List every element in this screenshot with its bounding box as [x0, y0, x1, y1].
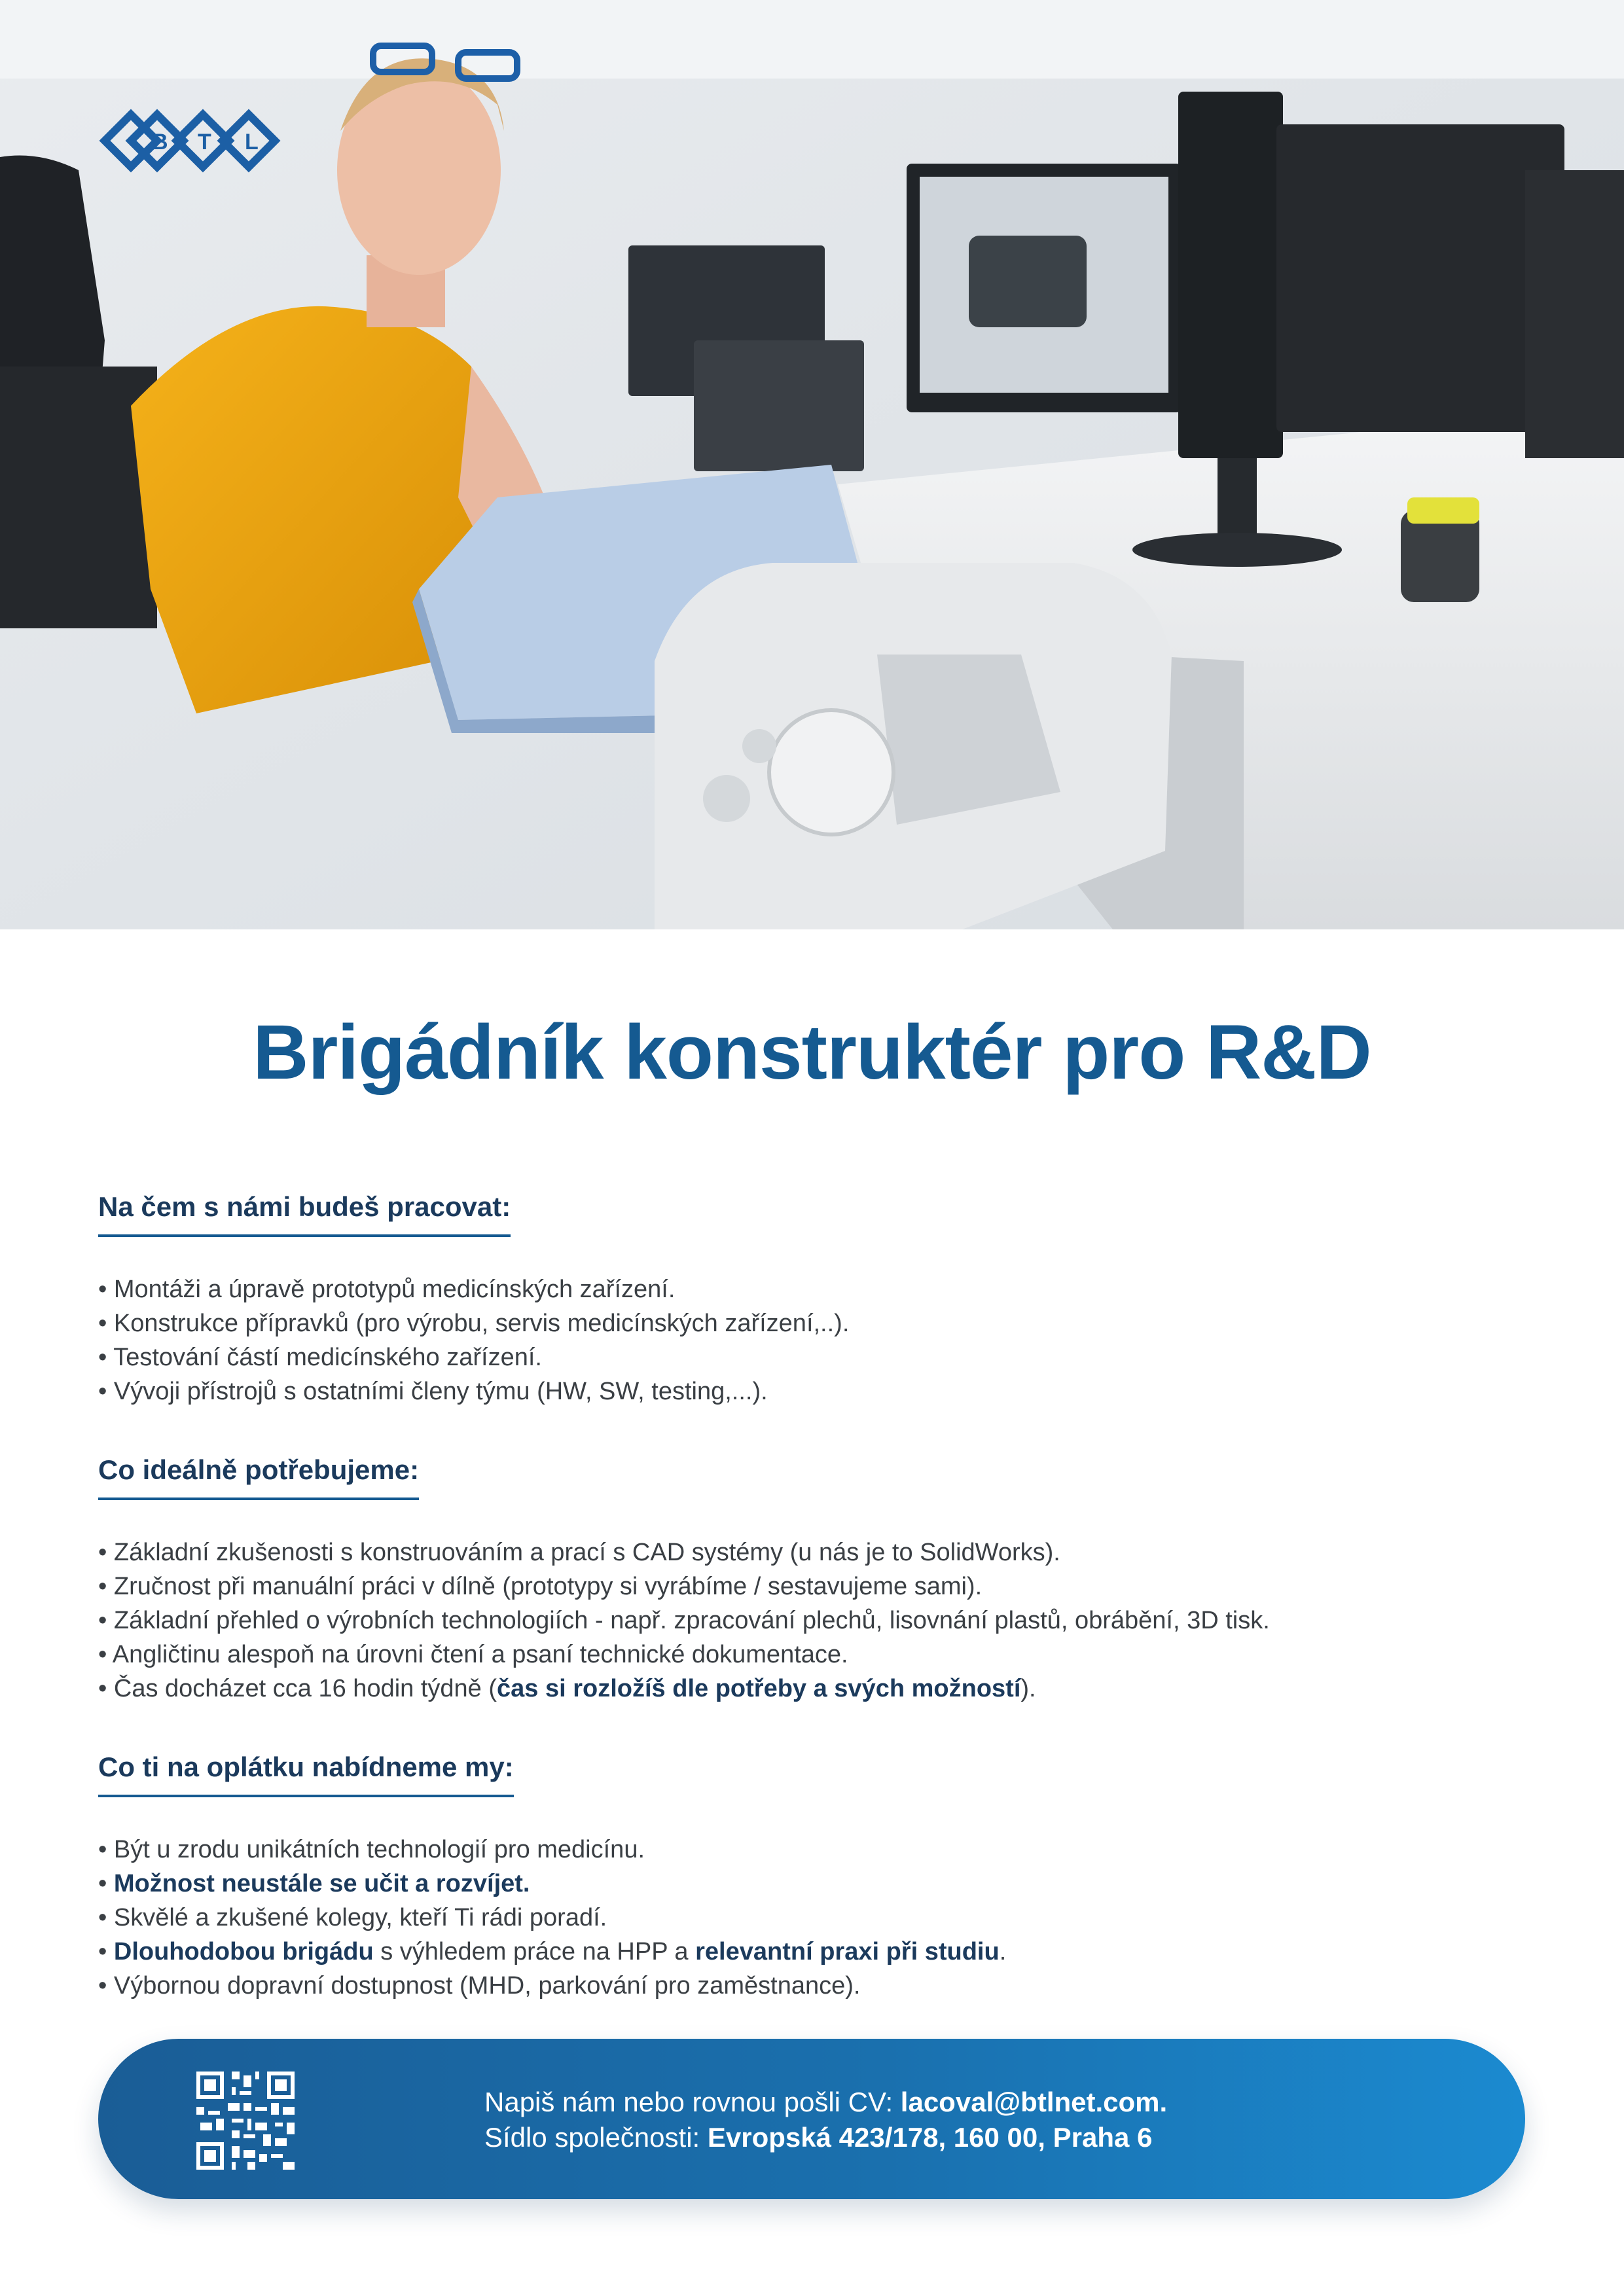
list-item	[98, 1833, 1538, 1867]
list-item	[98, 1672, 1538, 1706]
job-content	[98, 1191, 1538, 2049]
section-heading: Co ti na oplátku nabídneme my:	[98, 1751, 514, 1797]
list-item	[98, 1272, 1538, 1306]
item-text: Testování částí medicínského zařízení.	[113, 1344, 542, 1371]
hero-photo	[0, 0, 1624, 929]
item-text: Montáži a úpravě prototypů medicínských zařízení.	[113, 1276, 676, 1303]
item-text: Základní přehled o výrobních technologiích - např. zpracování plechů, lisovnání plastů, obrábění, 3D tisk.	[113, 1607, 1270, 1634]
contact-text	[484, 2085, 1466, 2155]
list-item	[98, 1901, 1538, 1935]
item-text: Angličtinu alespoň na úrovni čtení a psaní technické dokumentace.	[112, 1641, 848, 1668]
item-text: Čas docházet cca 16 hodin týdně (	[113, 1675, 497, 1702]
emphasis-text: relevantní praxi při studiu	[695, 1938, 1000, 1965]
logo-letter-b: B	[152, 130, 168, 154]
contact-line-email	[484, 2085, 1466, 2120]
list-item	[98, 1306, 1538, 1340]
email-intro: Napiš nám nebo rovnou pošli CV:	[484, 2087, 901, 2117]
item-text: Základní zkušenosti s konstruováním a prací s CAD systémy (u nás je to SolidWorks).	[113, 1539, 1060, 1566]
section-heading: Co ideálně potřebujeme:	[98, 1454, 419, 1500]
logo-letter-t: T	[198, 130, 211, 154]
bullet-list	[98, 1535, 1538, 1706]
item-text: Skvělé a zkušené kolegy, kteří Ti rádi poradí.	[113, 1904, 607, 1931]
list-item	[98, 1570, 1538, 1604]
list-item	[98, 1867, 1538, 1901]
emphasis-text: Možnost neustále se učit a rozvíjet.	[113, 1870, 530, 1897]
section-heading: Na čem s námi budeš pracovat:	[98, 1191, 511, 1237]
list-item	[98, 1374, 1538, 1408]
qr-code-icon[interactable]	[196, 2072, 295, 2170]
section-2	[98, 1454, 1538, 1706]
section-1	[98, 1191, 1538, 1408]
page-title: Brigádník konstruktér pro R&D	[253, 1009, 1371, 1096]
list-item	[98, 1969, 1538, 2003]
list-item	[98, 1340, 1538, 1374]
contact-line-address	[484, 2120, 1466, 2155]
emphasis-text: Dlouhodobou brigádu	[113, 1938, 374, 1965]
list-item	[98, 1535, 1538, 1570]
item-text: .	[999, 1938, 1007, 1965]
emphasis-text: čas si rozložíš dle potřeby a svých možností	[497, 1675, 1021, 1702]
list-item	[98, 1935, 1538, 1969]
email-link[interactable]: lacoval@btlnet.com.	[900, 2087, 1168, 2117]
bullet-list	[98, 1272, 1538, 1408]
item-text: Zručnost při manuální práci v dílně (prototypy si vyrábíme / sestavujeme sami).	[113, 1573, 983, 1600]
list-item	[98, 1638, 1538, 1672]
item-text: Vývoji přístrojů s ostatními členy týmu (HW, SW, testing,...).	[113, 1378, 768, 1405]
item-text: s výhledem práce na HPP a	[373, 1938, 696, 1965]
section-3	[98, 1751, 1538, 2003]
bullet-list	[98, 1833, 1538, 2003]
item-text: Konstrukce přípravků (pro výrobu, servis medicínských zařízení,..).	[113, 1310, 850, 1337]
contact-footer	[98, 2039, 1525, 2199]
company-address: Evropská 423/178, 160 00, Praha 6	[707, 2122, 1153, 2153]
address-intro: Sídlo společnosti:	[484, 2122, 708, 2153]
item-text: Výbornou dopravní dostupnost (MHD, parkování pro zaměstnance).	[113, 1972, 861, 2000]
item-text: ).	[1020, 1675, 1036, 1702]
logo-letter-l: L	[245, 130, 259, 154]
list-item	[98, 1604, 1538, 1638]
item-text: Být u zrodu unikátních technologií pro medicínu.	[113, 1836, 645, 1863]
